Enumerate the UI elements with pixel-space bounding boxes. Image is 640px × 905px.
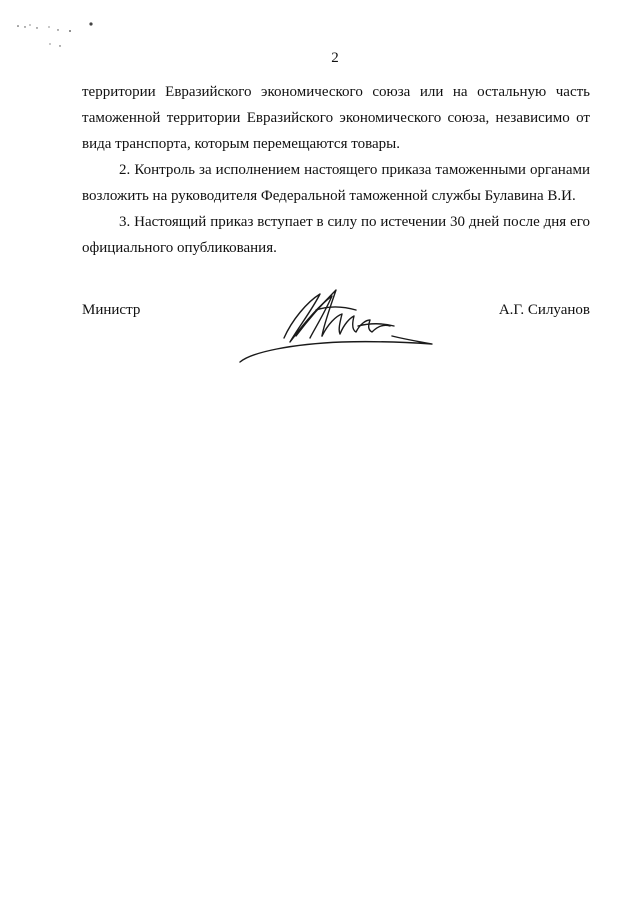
paragraph-3	[82, 209, 590, 261]
paragraph-2	[82, 157, 590, 209]
paragraph-2-line-1: 2. Контроль за исполнением настоящего приказа таможенными органами	[119, 162, 590, 178]
paragraph-3-line-1: 3. Настоящий приказ вступает в силу по истечении 30 дней после дня его	[119, 214, 590, 230]
signatory-name: А.Г. Силуанов	[498, 302, 590, 318]
paragraph-2-line-2: возложить на руководителя Федеральной таможенной службы Булавина В.И.	[82, 188, 576, 204]
paragraph-1	[82, 79, 590, 157]
handwritten-signature	[232, 280, 442, 375]
signatory-title: Министр	[82, 302, 141, 318]
paragraph-1-line-1: территории Евразийского экономического союза или на остальную часть	[82, 84, 590, 100]
document-body	[82, 79, 590, 261]
paragraph-1-line-3: вида транспорта, которым перемещаются товары.	[82, 136, 400, 152]
scan-artifact-marks	[14, 14, 104, 54]
page-number: 2	[331, 50, 339, 66]
signature-block	[82, 280, 590, 380]
paragraph-1-line-2: таможенной территории Евразийского экономического союза, независимо от	[82, 110, 590, 126]
paragraph-3-line-2: официального опубликования.	[82, 240, 277, 256]
